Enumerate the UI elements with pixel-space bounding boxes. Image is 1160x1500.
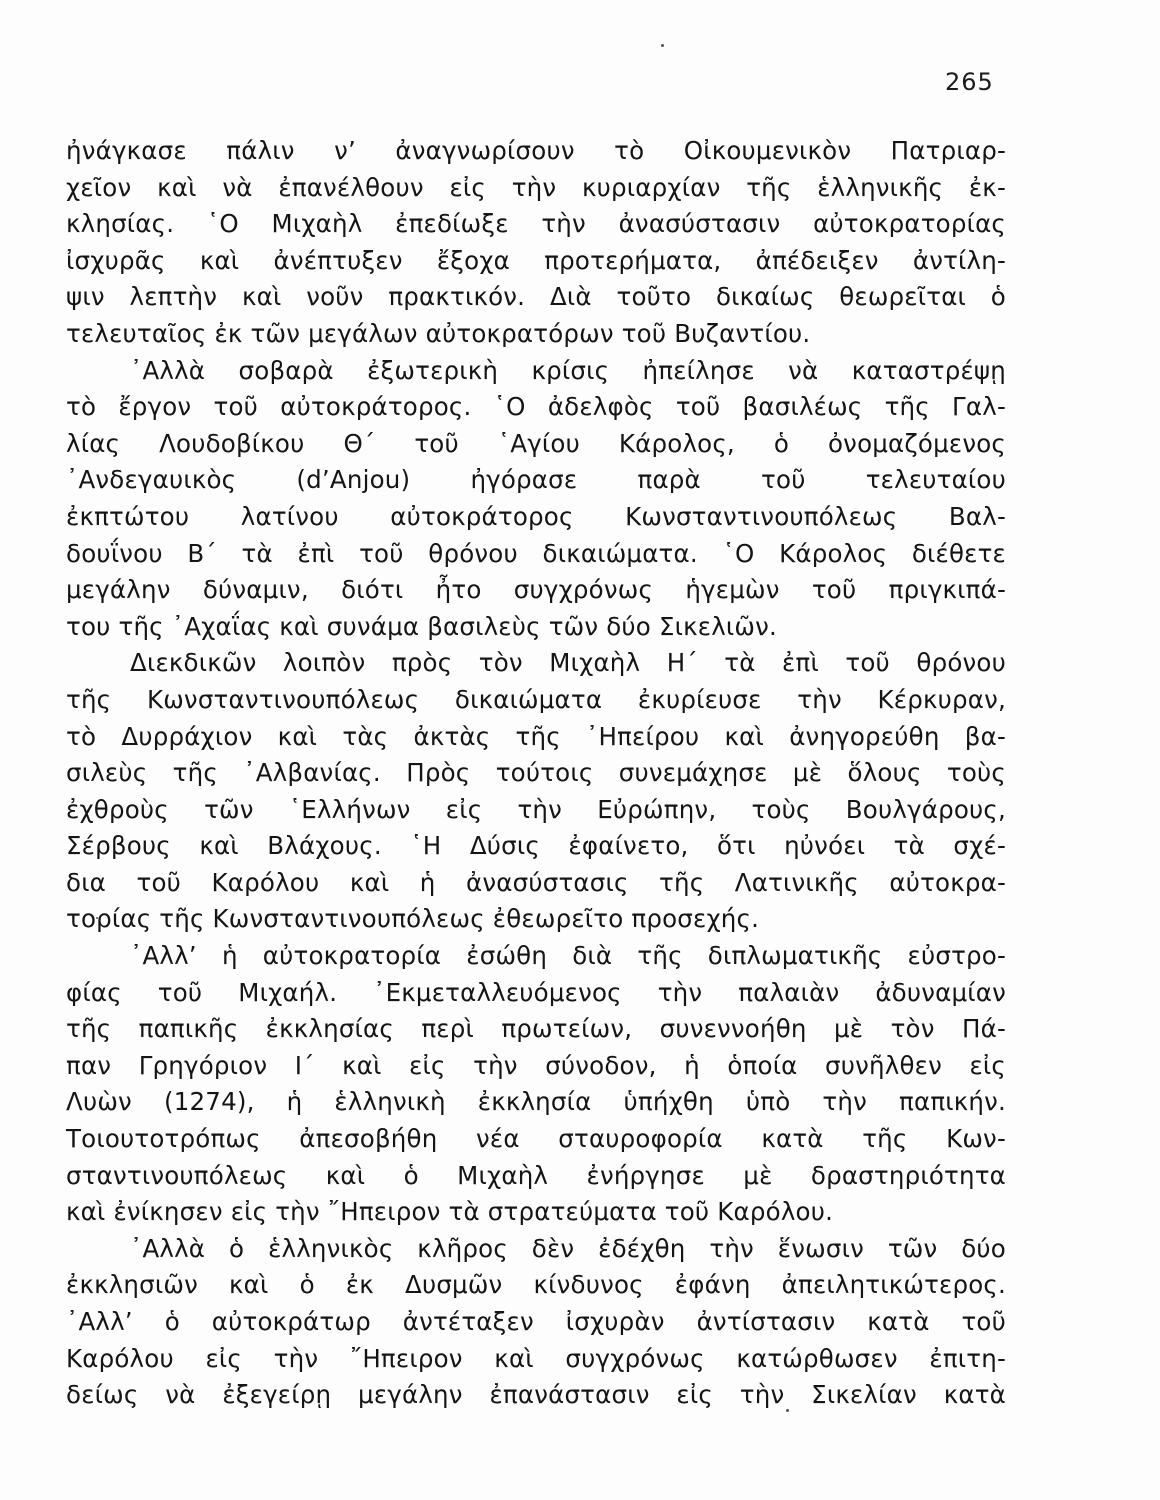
text-line: τελευταῖος ἐκ τῶν μεγάλων αὐτοκρατόρων τοῦ Βυζαντίου. bbox=[66, 318, 811, 348]
text-line: δουΐνου Β΄ τὰ ἐπὶ τοῦ θρόνου δικαιώματα. ῾Ο Κάρολος διέθετε bbox=[66, 538, 1006, 568]
text-line: δείως νὰ ἐξεγείρῃ μεγάλην ἐπανάστασιν εἰς τὴν Σικελίαν κατὰ bbox=[66, 1380, 1006, 1410]
text-line: ᾿Ανδεγαυικὸς (d’Anjou) ἠγόρασε παρὰ τοῦ τελευταίου bbox=[66, 465, 1006, 495]
scan-speck bbox=[661, 44, 664, 47]
text-line: Καρόλου εἰς τὴν ῎Ηπειρον καὶ συγχρόνως κατώρθωσεν ἐπιτη- bbox=[66, 1343, 1006, 1373]
text-line: τῆς παπικῆς ἐκκλησίας περὶ πρωτείων, συνεννοήθη μὲ τὸν Πά- bbox=[66, 1014, 1006, 1044]
text-line: του τῆς ᾿Αχαΐας καὶ συνάμα βασιλεὺς τῶν δύο Σικελιῶν. bbox=[66, 611, 778, 641]
text-line: παν Γρηγόριον Ι΄ καὶ εἰς τὴν σύνοδον, ἡ ὁποία συνῆλθεν εἰς bbox=[66, 1050, 1006, 1080]
text-line: ᾿Αλλ’ ὁ αὐτοκράτωρ ἀντέταξεν ἰσχυρὰν ἀντίστασιν κατὰ τοῦ bbox=[66, 1307, 1006, 1336]
text-line: τὸ ἔργον τοῦ αὐτοκράτορος. ῾Ο ἀδελφὸς τοῦ βασιλέως τῆς Γαλ- bbox=[66, 392, 1006, 422]
text-line: ἐχθροὺς τῶν ῾Ελλήνων εἰς τὴν Εὐρώπην, τοὺς Βουλγάρους, bbox=[66, 794, 1006, 824]
text-line: ἠνάγκασε πάλιν ν’ ἀναγνωρίσουν τὸ Οἰκουμενικὸν Πατριαρ- bbox=[66, 136, 1006, 165]
text-line: τὸ Δυρράχιον καὶ τὰς ἀκτὰς τῆς ᾿Ηπείρου καὶ ἀνηγορεύθη βα- bbox=[66, 721, 1006, 751]
text-line: φίας τοῦ Μιχαήλ. ᾿Εκμεταλλευόμενος τὴν παλαιὰν ἀδυναμίαν bbox=[66, 977, 1006, 1007]
text-line: μεγάλην δύναμιν, διότι ἦτο συγχρόνως ἡγεμὼν τοῦ πριγκιπά- bbox=[66, 575, 1006, 605]
text-line: χεῖον καὶ νὰ ἐπανέλθουν εἰς τὴν κυριαρχίαν τῆς ἑλληνικῆς ἐκ- bbox=[66, 172, 1006, 202]
text-line: ἐκπτώτου λατίνου αὐτοκράτορος Κωνσταντινουπόλεως Βαλ- bbox=[66, 501, 1006, 531]
text-line: ᾿Αλλὰ ὁ ἑλληνικὸς κλῆρος δὲν ἐδέχθη τὴν ἕνωσιν τῶν δύο bbox=[130, 1233, 1006, 1263]
page-number: 265 bbox=[945, 68, 994, 96]
text-line: ψιν λεπτὴν καὶ νοῦν πρακτικόν. Διὰ τοῦτο δικαίως θεωρεῖται ὁ bbox=[66, 282, 1006, 312]
text-line: σταντινουπόλεως καὶ ὁ Μιχαὴλ ἐνήργησε μὲ δραστηριότητα bbox=[66, 1160, 1006, 1190]
text-line: τῆς Κωνσταντινουπόλεως δικαιώματα ἐκυρίευσε τὴν Κέρκυραν, bbox=[66, 684, 1006, 714]
text-line: ἰσχυρᾶς καὶ ἀνέπτυξεν ἔξοχα προτερήματα, ἀπέδειξεν ἀντίλη- bbox=[66, 245, 1006, 275]
text-line: λίας Λουδοβίκου Θ΄ τοῦ ῾Αγίου Κάρολος, ὁ ὀνομαζόμενος bbox=[66, 428, 1006, 458]
text-line: ᾿Αλλ’ ἡ αὐτοκρατορία ἐσώθη διὰ τῆς διπλωματικῆς εὐστρο- bbox=[130, 941, 1006, 971]
text-line: σιλεὺς τῆς ᾿Αλβανίας. Πρὸς τούτοις συνεμάχησε μὲ ὅλους τοὺς bbox=[66, 758, 1006, 788]
text-line: ᾿Αλλὰ σοβαρὰ ἐξωτερικὴ κρίσις ἠπείλησε νὰ καταστρέψῃ bbox=[130, 355, 1006, 385]
text-line: ἐκκλησιῶν καὶ ὁ ἐκ Δυσμῶν κίνδυνος ἐφάνη ἀπειλητικώτερος. bbox=[66, 1270, 1006, 1300]
text-line: Τοιουτοτρόπως ἀπεσοβήθη νέα σταυροφορία κατὰ τῆς Κων- bbox=[66, 1124, 1006, 1154]
text-line: Διεκδικῶν λοιπὸν πρὸς τὸν Μιχαὴλ Η΄ τὰ ἐπὶ τοῦ θρόνου bbox=[130, 648, 1006, 678]
text-line: Λυὼν (1274), ἡ ἑλληνικὴ ἐκκλησία ὑπήχθη ὑπὸ τὴν παπικήν. bbox=[66, 1087, 1006, 1117]
text-line: κλησίας. ῾Ο Μιχαὴλ ἐπεδίωξε τὴν ἀνασύστασιν αὐτοκρατορίας bbox=[66, 209, 1006, 239]
body-text bbox=[66, 133, 1006, 1414]
text-line: δια τοῦ Καρόλου καὶ ἡ ἀνασύστασις τῆς Λατινικῆς αὐτοκρα- bbox=[66, 867, 1006, 897]
text-line: Σέρβους καὶ Βλάχους. ῾Η Δύσις ἐφαίνετο, ὅτι ηὐνόει τὰ σχέ- bbox=[66, 831, 1006, 861]
text-line: καὶ ἐνίκησεν εἰς τὴν ῎Ηπειρον τὰ στρατεύματα τοῦ Καρόλου. bbox=[66, 1197, 834, 1227]
text-line: τορίας τῆς Κωνσταντινουπόλεως ἐθεωρεῖτο προσεχής. bbox=[66, 904, 760, 934]
